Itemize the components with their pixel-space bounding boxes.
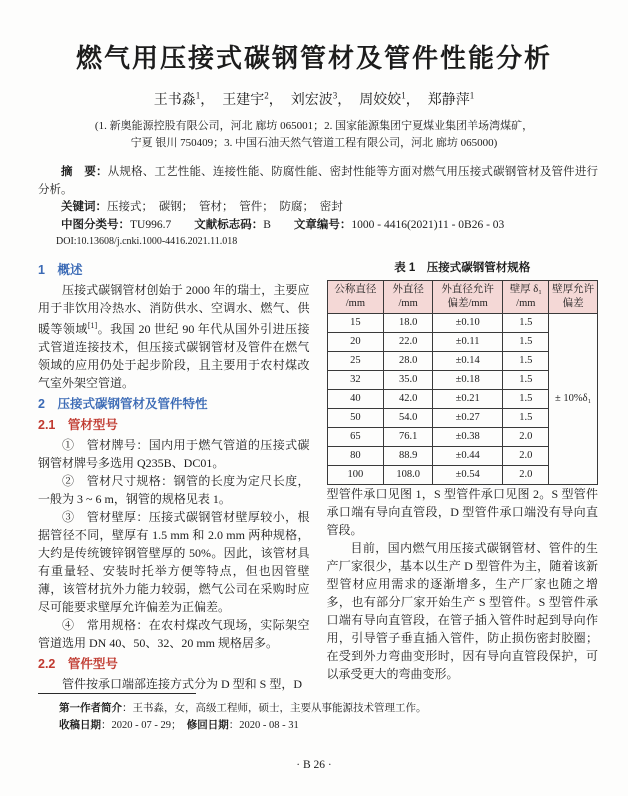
doi-line: DOI:10.13608/j.cnki.1000-4416.2021.11.018 (56, 236, 238, 247)
table-row (327, 314, 598, 333)
two-column-body (38, 258, 598, 693)
abstract (38, 164, 598, 199)
author: 刘宏波$^3$， (290, 90, 352, 108)
pipe-table-body (327, 314, 598, 485)
table-cell: 18.0 (384, 314, 433, 333)
author: 王建宇$^2$， (222, 90, 283, 108)
table-cell: 1.5 (503, 390, 549, 409)
table-cell: 2.0 (503, 447, 549, 466)
footnote-divider (38, 693, 196, 694)
table-cell: ±0.18 (432, 371, 502, 390)
table-cell: 76.1 (384, 428, 433, 447)
table-cell: 35.0 (384, 371, 433, 390)
table-cell: ±0.44 (432, 447, 502, 466)
table-cell: 28.0 (384, 352, 433, 371)
table-column-header: 壁厚 δ₁ /mm (503, 281, 549, 314)
clc-label: 中图分类号： (61, 218, 130, 231)
table-cell: 22.0 (384, 333, 433, 352)
bio-label: 第一作者简介 (59, 702, 122, 714)
item-4-common-specs: ④ 常用规格：在农村煤改气现场，实际架空管道选用 DN 40、50、32、20 mm 规格居多。 (38, 618, 310, 650)
affiliations (0, 118, 628, 152)
citation-1: [1] (87, 321, 98, 330)
item-2-pipe-size: ② 管材尺寸规格：钢管的长度为定尺长度，一般为 3 ~ 6 m，钢管的规格见表 1。 (38, 474, 310, 506)
table-cell: 1.5 (503, 409, 549, 428)
page-number: · B 26 · (296, 759, 332, 771)
revised-value: ：2020 - 08 - 31 (228, 720, 299, 731)
table-cell: 40 (327, 390, 384, 409)
left-column (38, 258, 310, 693)
table-cell: ±0.54 (432, 466, 502, 485)
table-cell: 108.0 (384, 466, 433, 485)
affiliation-line-2: 宁夏 银川 750409；3. 中国石油天然气管道工程有限公司，河北 廊坊 065000) (130, 137, 498, 149)
right-column (327, 258, 599, 693)
table-cell: 100 (327, 466, 384, 485)
first-author-bio (38, 700, 598, 717)
section-1-paragraph (38, 281, 310, 392)
abstract-text: 从规格、工艺性能、连接性能、防腐性能、密封性能等方面对燃气用压接式碳钢管材及管件进行分析。 (38, 166, 599, 196)
p1-text-a: 压接式碳钢管材创始于 2000 年的瑞士，主要应用于非饮用冷热水、消防供水、空调水、燃气、供暖等领域 (38, 283, 310, 336)
pipe-table-header-row (327, 281, 598, 314)
table-cell: 25 (327, 352, 384, 371)
article-id-label: 文章编号： (293, 218, 352, 231)
table-cell: 88.9 (384, 447, 433, 466)
table-cell: ±0.27 (432, 409, 502, 428)
table-cell: 1.5 (503, 371, 549, 390)
table-cell: 20 (327, 333, 384, 352)
manufacturers-paragraph: 目前，国内燃气用压接式碳钢管材、管件的生产厂家很少，基本以生产 D 型管件为主，随着该新型管材应用需求的逐渐增多，生产厂家也随之增多，也有部分厂家开始生产 S 型管件。S 型管件承口端有导向直管段，在管子插入管件时起到导向作用，引导管子垂直插入管件，防止损伤密封胶圈；在受到外力弯曲变形时，因有导向直管段保护，可以承受更大的弯曲变形。 (326, 541, 598, 681)
table-cell: ±0.21 (432, 390, 502, 409)
received-value: ：2020 - 07 - 29； (101, 720, 177, 731)
section-2-2-paragraph: 管件按承口端部连接方式分为 D 型和 S 型，D (62, 677, 303, 691)
table-cell: 15 (327, 314, 384, 333)
paper-title: 燃气用压接式碳钢管材及管件性能分析 (75, 44, 552, 73)
doc-code-value: B (263, 218, 271, 231)
table-cell: 65 (327, 428, 384, 447)
pipe-spec-table (327, 280, 599, 485)
meta-block (38, 164, 598, 249)
table-cell: 1.5 (503, 333, 549, 352)
article-id-value: 1000 - 4416(2021)11 - 0B26 - 03 (351, 218, 505, 231)
bio-text: ：王书淼，女，高级工程师，硕士，主要从事能源技术管理工作。 (122, 703, 427, 714)
table-cell: 2.0 (503, 428, 549, 447)
footnote-block (38, 693, 598, 734)
dates-line (38, 717, 598, 734)
fitting-type-paragraph: 型管件承口见图 1，S 型管件承口见图 2。S 型管件承口端有导向直管段，D 型管件承口端没有导向直管段。 (326, 487, 598, 537)
keywords-label: 关键词： (61, 201, 107, 213)
section-2-2-heading: 2.2 管件型号 (38, 657, 118, 671)
table-cell: ±0.11 (432, 333, 502, 352)
authors-line (0, 89, 628, 109)
table-cell: 80 (327, 447, 384, 466)
table-cell: 2.0 (503, 466, 549, 485)
table-cell-merged-tolerance: ± 10%δ₁ (549, 314, 598, 485)
revised-label: 修回日期 (186, 719, 229, 731)
affiliation-line-1: (1. 新奥能源控股有限公司，河北 廊坊 065001；2. 国家能源集团宁夏煤业集团羊场湾煤矿， (94, 120, 534, 132)
table-cell: ±0.38 (432, 428, 502, 447)
keywords-text: 压接式； 碳钢； 管材； 管件； 防腐； 密封 (107, 201, 343, 213)
table-column-header: 外直径 /mm (384, 281, 433, 314)
received-label: 收稿日期 (59, 719, 101, 731)
section-2-1-heading: 2.1 管材型号 (38, 418, 118, 432)
abstract-label: 摘 要： (61, 166, 108, 178)
p1-text-b: 。我国 20 世纪 90 年代从国外引进压接式管道连接技术，但压接式碳钢管材及管件在燃气领域的应用仍处于起步阶段，且主要用于农村煤改气室外架空管道。 (38, 322, 310, 390)
pipe-table-header (327, 281, 598, 314)
item-1-pipe-grade: ① 管材牌号：国内用于燃气管道的压接式碳钢管材牌号多选用 Q235B、DC01。 (38, 438, 310, 470)
author: 王书淼$^1$， (153, 90, 215, 108)
item-3-wall-thickness: ③ 管材壁厚：压接式碳钢管材壁厚较小，根据管径不同，壁厚有 1.5 mm 和 2.0 mm 两种规格，大约是传统镀锌钢管壁厚的 50%。因此，该管材具有重量轻、安装时托举方便等特点，但也因管壁薄，该管材抗外力能力较弱，燃气公司在采购时应尽可能要求壁厚允许偏差为正偏差。 (38, 510, 310, 614)
table-column-header: 壁厚允许 偏差 (549, 281, 598, 314)
table-cell: 1.5 (503, 352, 549, 371)
table-cell: ±0.10 (432, 314, 502, 333)
doc-code-label: 文献标志码： (194, 218, 264, 231)
table-cell: 50 (327, 409, 384, 428)
table-cell: 54.0 (384, 409, 433, 428)
table-column-header: 公称直径 /mm (327, 281, 384, 314)
table-cell: 42.0 (384, 390, 433, 409)
table-1-title: 表 1 压接式碳钢管材规格 (394, 262, 531, 274)
keywords (38, 199, 598, 217)
table-cell: 32 (327, 371, 384, 390)
table-column-header: 外直径允许 偏差/mm (432, 281, 502, 314)
table-cell: ±0.14 (432, 352, 502, 371)
clc-value: TU996.7 (130, 218, 172, 231)
author: 周姣姣$^1$， (359, 90, 420, 108)
section-2-heading: 2 压接式碳钢管材及管件特性 (38, 397, 208, 411)
table-cell: 1.5 (503, 314, 549, 333)
author: 郑静萍$^1$ (427, 90, 475, 108)
classification-line (38, 217, 598, 235)
section-1-heading: 1 概述 (38, 263, 83, 277)
